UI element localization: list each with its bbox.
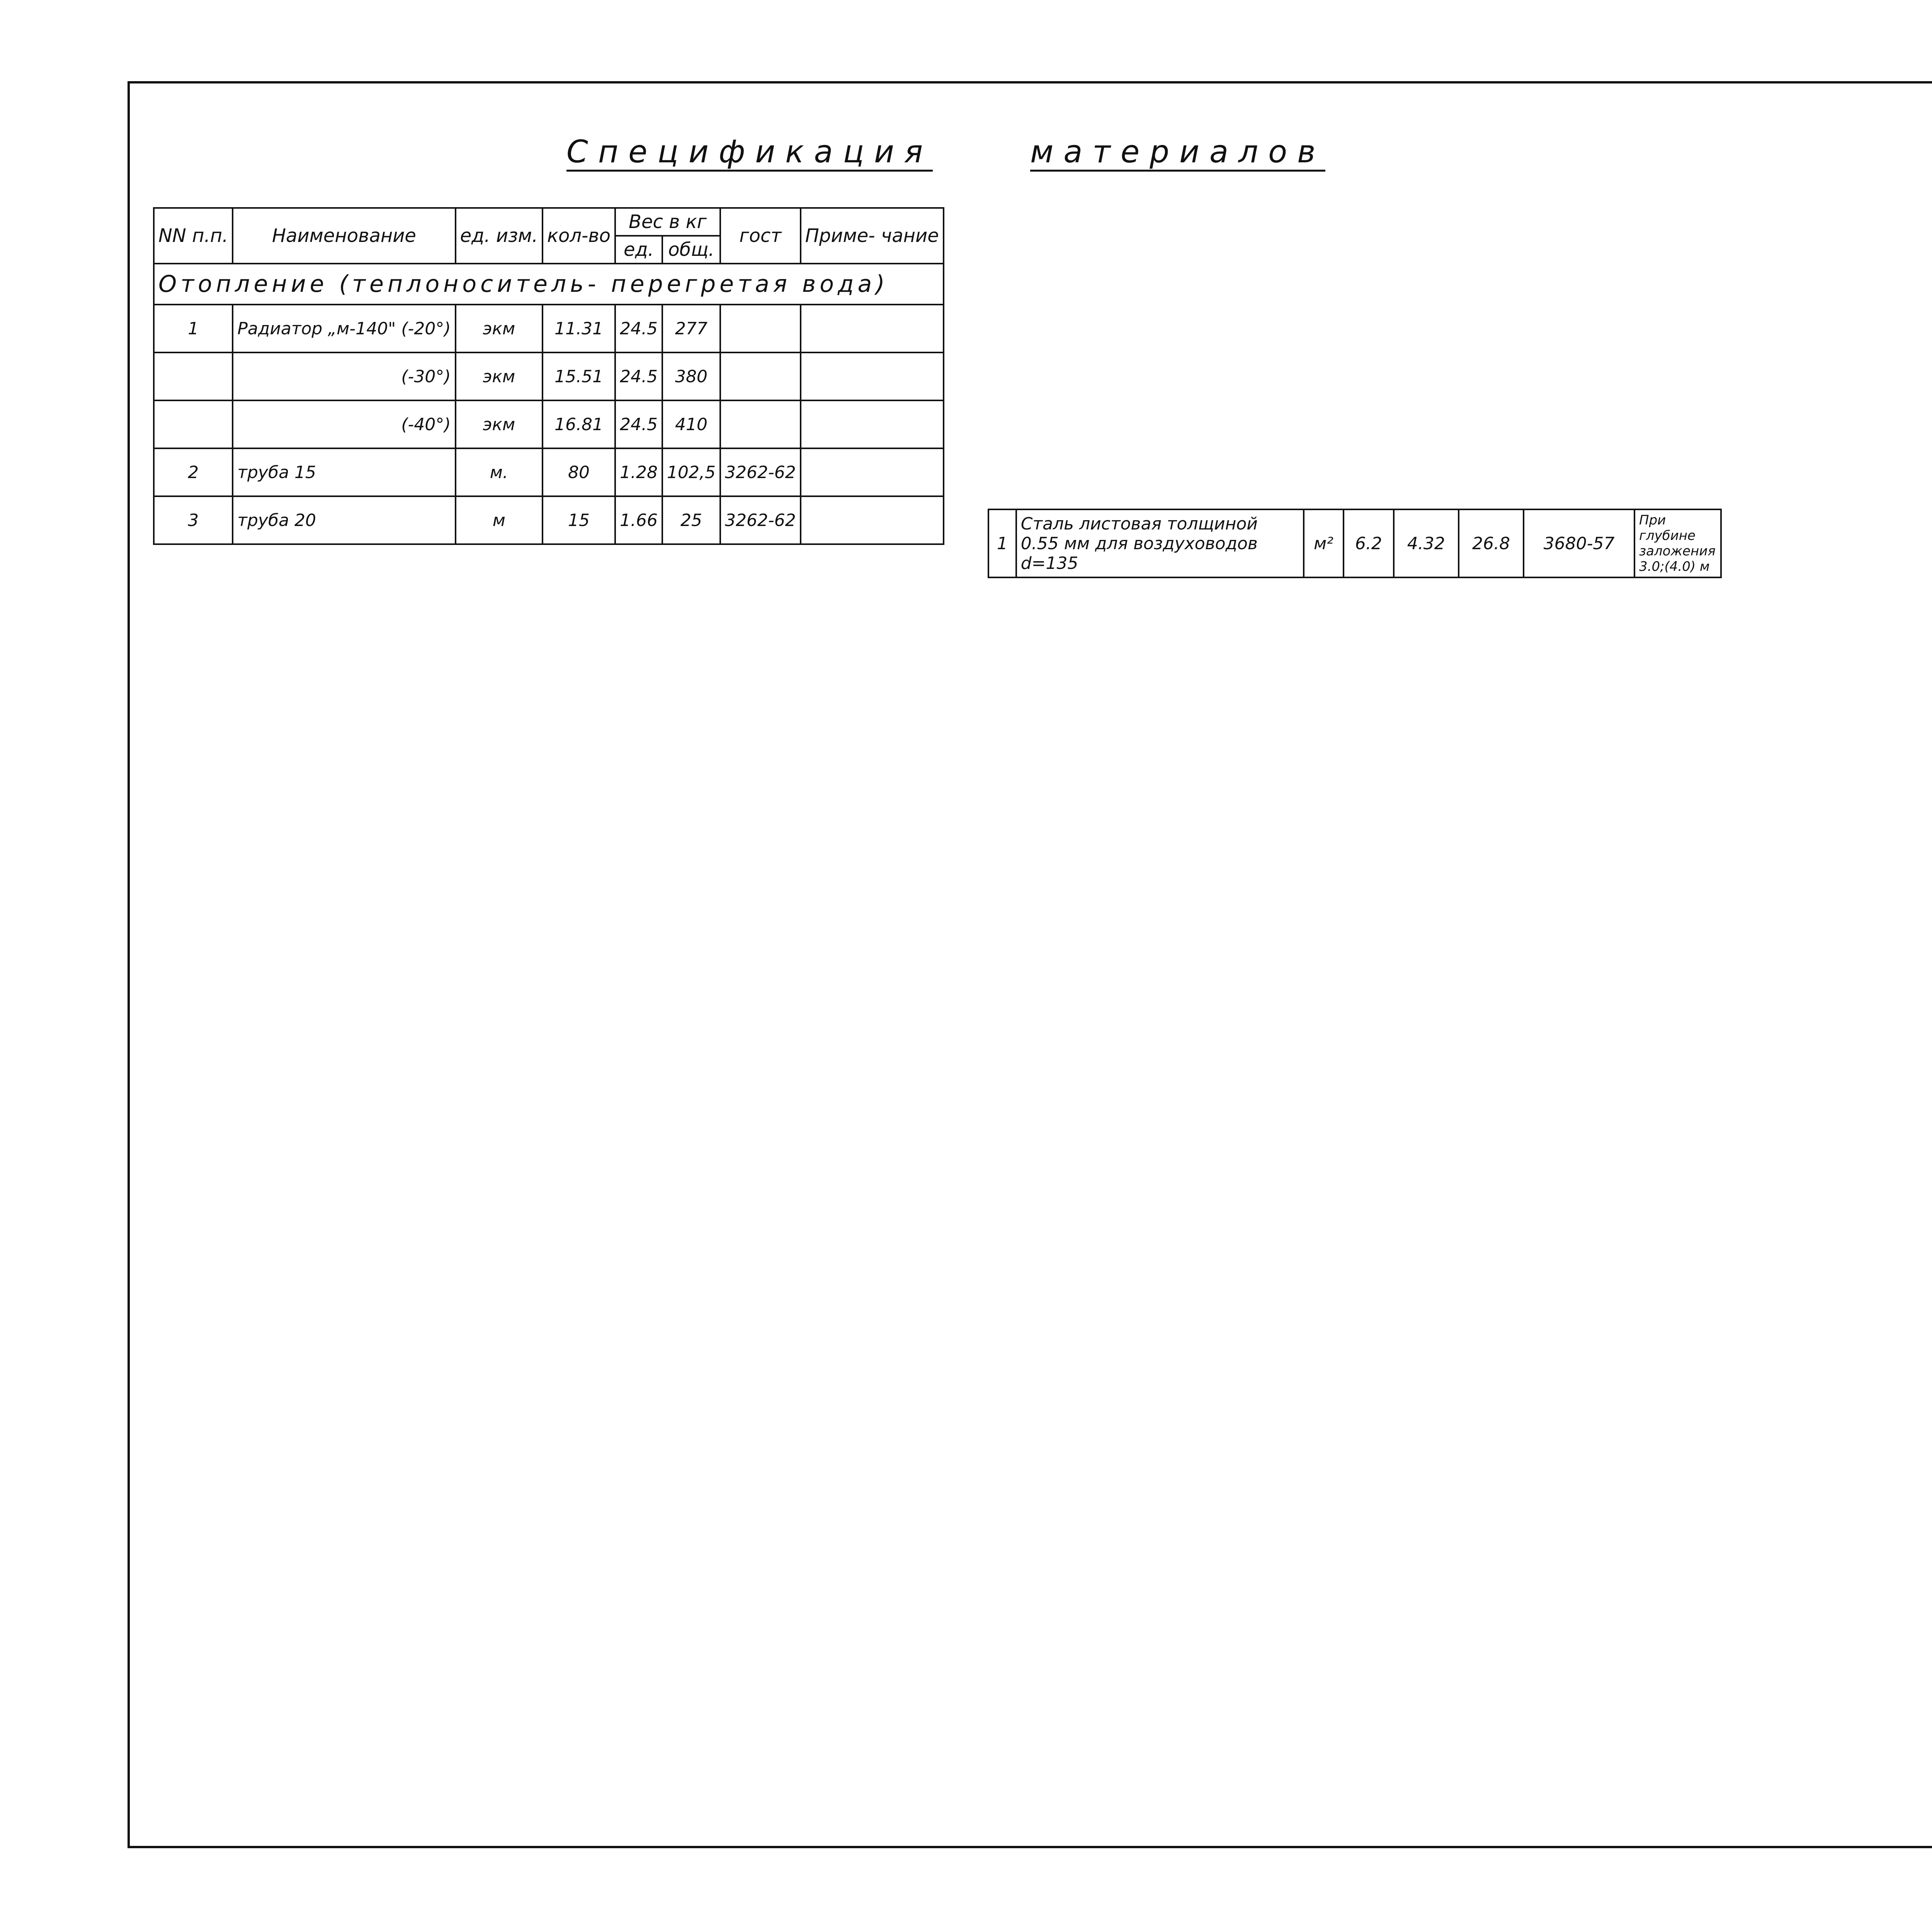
title-specification: Спецификация xyxy=(566,134,933,172)
col-qty: кол-во xyxy=(543,208,615,264)
table-row: (-40°) экм 16.81 24.5 410 xyxy=(154,400,944,448)
table-row: 3 труба 20 м 15 1.66 25 3262-62 xyxy=(154,496,944,544)
table-row: 1 Радиатор „м-140" (-20°) экм 11.31 24.5 277 xyxy=(154,305,944,352)
col-no: NN п.п. xyxy=(154,208,233,264)
col-unit: ед. изм. xyxy=(456,208,543,264)
col-name: Наименование xyxy=(233,208,455,264)
heating-water-table xyxy=(153,207,944,545)
title-materials: материалов xyxy=(1030,134,1325,172)
col-gost: гост xyxy=(720,208,801,264)
table-row: 2 труба 15 м. 80 1.28 102,5 3262-62 xyxy=(154,448,944,496)
table-row: (-30°) экм 15.51 24.5 380 xyxy=(154,352,944,400)
col-weight: Вес в кг xyxy=(615,208,720,236)
table-row: 1 Сталь листовая толщиной 0.55 мм для воздуховодов d=135 м² 6.2 4.32 26.8 3680-57 При глубине заложения 3.0;(4.0) м xyxy=(988,509,1721,577)
col-note: Приме- чание xyxy=(801,208,944,264)
ventilation-table xyxy=(988,509,1722,578)
col-weight-total: общ. xyxy=(662,236,720,264)
drawing-sheet xyxy=(128,81,1932,1848)
col-weight-per: ед. xyxy=(615,236,662,264)
section-title: Отопление (теплоноситель- перегретая вода) xyxy=(154,264,944,305)
